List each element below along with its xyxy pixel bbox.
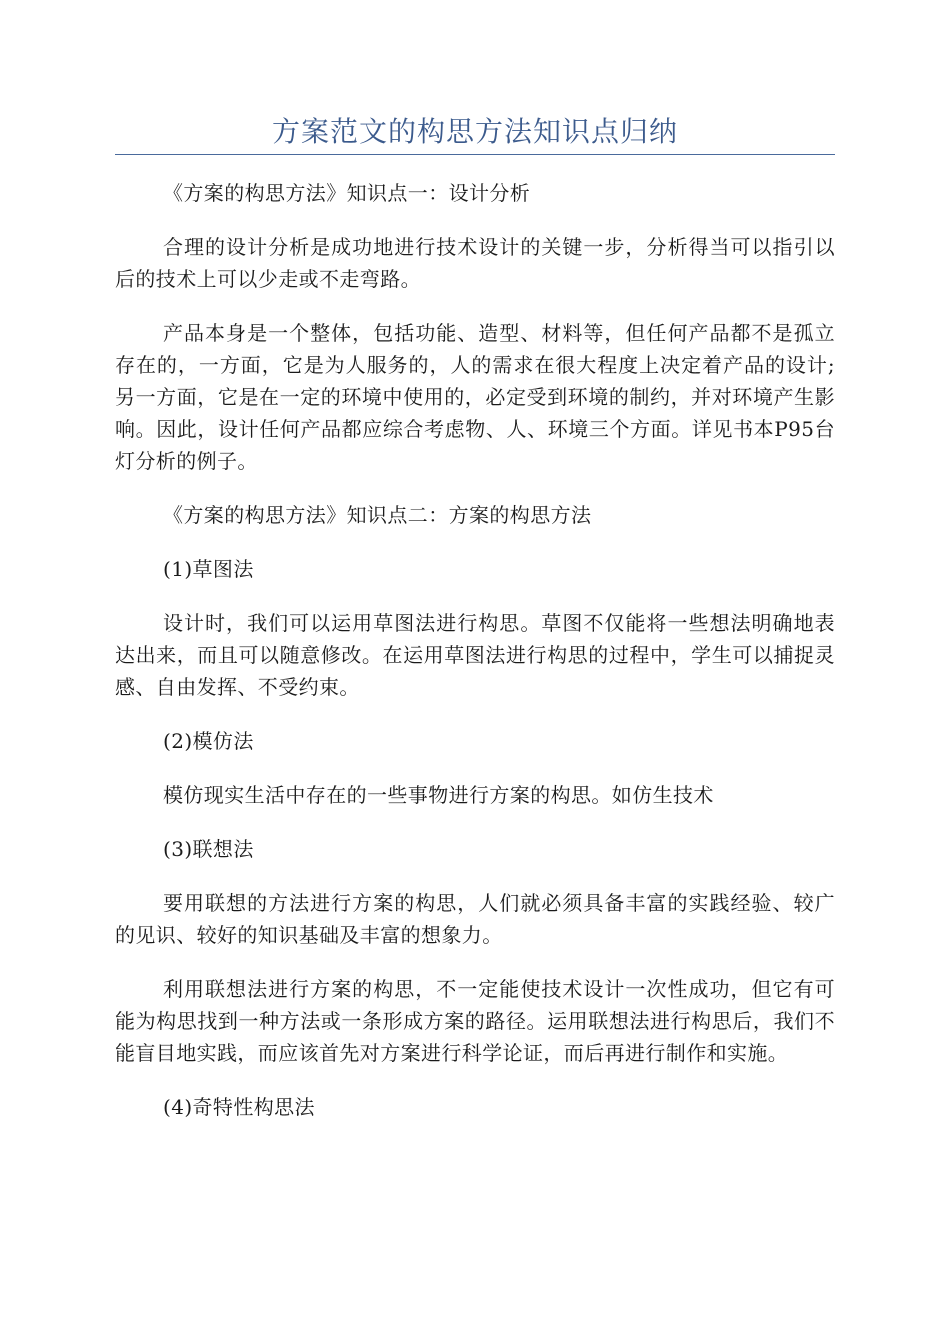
section-heading-2: 《方案的构思方法》知识点二：方案的构思方法 [163, 503, 592, 527]
section-heading-1: 《方案的构思方法》知识点一：设计分析 [163, 181, 531, 205]
paragraph: 要用联想的方法进行方案的构思，人们就必须具备丰富的实践经验、较广的见识、较好的知识基础及丰富的想象力。 [115, 891, 835, 947]
paragraph: 合理的设计分析是成功地进行技术设计的关键一步，分析得当可以指引以后的技术上可以少走或不走弯路。 [115, 235, 835, 291]
method-heading-sketch: (1)草图法 [163, 557, 254, 581]
method-heading-association: (3)联想法 [163, 837, 254, 861]
paragraph: 模仿现实生活中存在的一些事物进行方案的构思。如仿生技术 [163, 783, 714, 807]
paragraph: 利用联想法进行方案的构思，不一定能使技术设计一次性成功，但它有可能为构思找到一种方法或一条形成方案的路径。运用联想法进行构思后，我们不能盲目地实践，而应该首先对方案进行科学论证，而后再进行制作和实施。 [115, 977, 835, 1065]
paragraph: 产品本身是一个整体，包括功能、造型、材料等，但任何产品都不是孤立存在的，一方面，它是为人服务的，人的需求在很大程度上决定着产品的设计;另一方面，它是在一定的环境中使用的，必定受到环境的制约，并对环境产生影响。因此，设计任何产品都应综合考虑物、人、环境三个方面。详见书本P95台灯分析的例子。 [115, 321, 835, 473]
document-body [115, 177, 835, 1145]
method-heading-imitation: (2)模仿法 [163, 729, 254, 753]
paragraph: 设计时，我们可以运用草图法进行构思。草图不仅能将一些想法明确地表达出来，而且可以随意修改。在运用草图法进行构思的过程中，学生可以捕捉灵感、自由发挥、不受约束。 [115, 611, 835, 699]
page-title: 方案范文的构思方法知识点归纳 [271, 115, 678, 148]
title-underline [115, 154, 835, 155]
method-heading-novelty: (4)奇特性构思法 [163, 1095, 315, 1119]
